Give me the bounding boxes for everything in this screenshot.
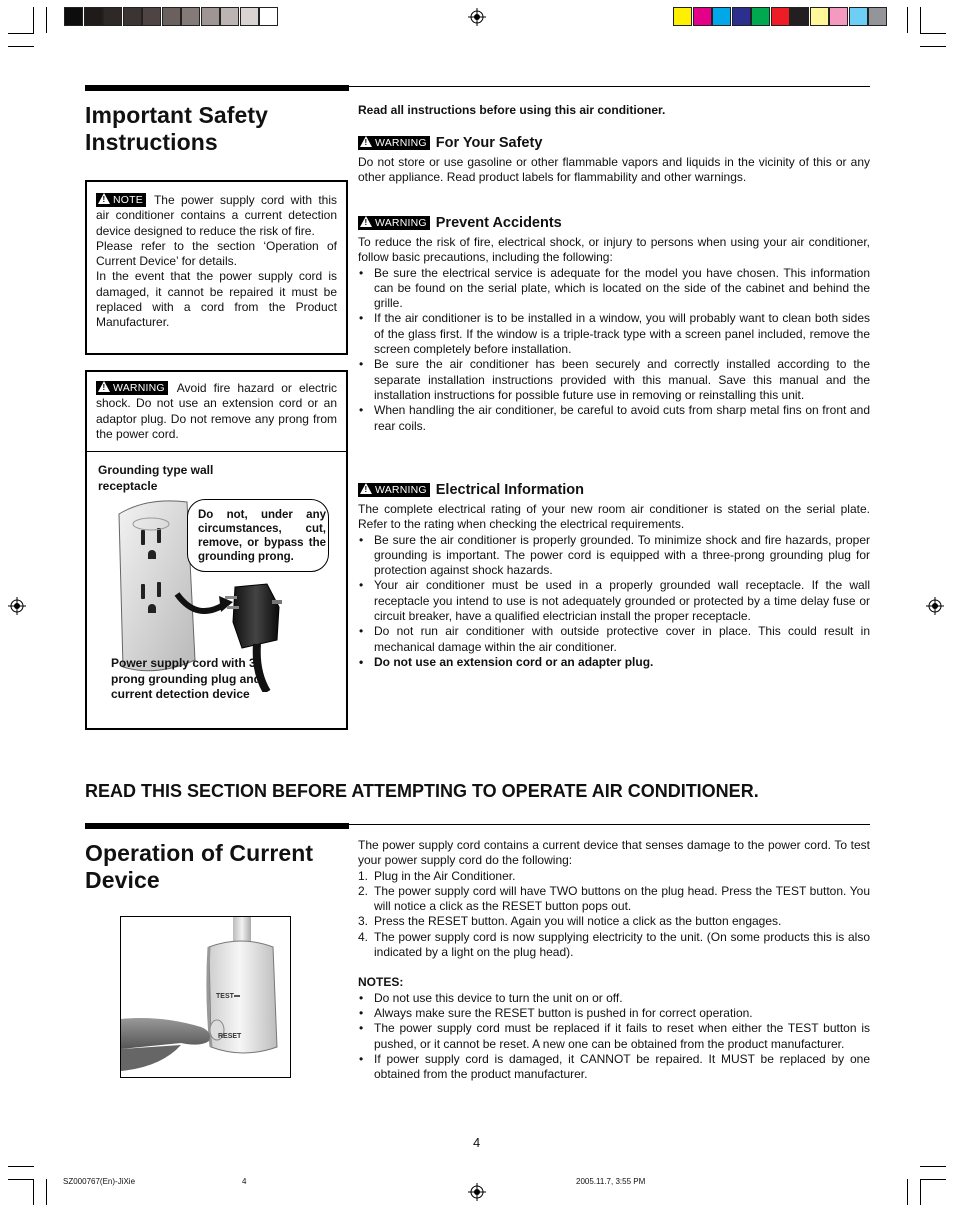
step-item: 3. Press the RESET button. Again you will notice a click as the button engages. bbox=[358, 914, 782, 929]
list-item: • Do not run air conditioner with outside protective cover in place. This could result in mechanical damage within the air conditioner. bbox=[358, 624, 870, 655]
color-swatch bbox=[712, 7, 731, 26]
color-swatch bbox=[103, 7, 122, 26]
page-title: Important Safety Instructions bbox=[85, 102, 269, 155]
color-swatch bbox=[259, 7, 278, 26]
section-rule bbox=[85, 823, 349, 829]
color-swatch bbox=[673, 7, 692, 26]
page-number: 4 bbox=[473, 1135, 481, 1150]
list-item: • Do not use an extension cord or an adapter plug. bbox=[358, 655, 870, 670]
list-item: • When handling the air conditioner, be careful to avoid cuts from sharp metal fins on front and rear coils. bbox=[358, 403, 870, 434]
cord-label: Power supply cord with 3-prong grounding plug and current detection device bbox=[111, 656, 261, 701]
color-swatch bbox=[123, 7, 142, 26]
slug-page: 4 bbox=[242, 1177, 247, 1186]
prevent-accidents-section bbox=[358, 214, 870, 434]
list-item: • Be sure the air conditioner has been securely and correctly installed according to the separate installation instructions provided with this manual. Save this manual and the installation instructions for possible future use in removing or reinstalling this unit. bbox=[358, 357, 870, 403]
color-swatch bbox=[64, 7, 83, 26]
body-text: The power supply cord contains a current device that senses damage to the power cord. To test your power supply cord do the following: bbox=[358, 838, 870, 868]
color-swatch bbox=[181, 7, 200, 26]
reset-button-label: RESET bbox=[218, 1033, 242, 1040]
warning-illustration-box bbox=[85, 370, 348, 730]
list-item: • Always make sure the RESET button is pushed in for correct operation. bbox=[358, 1006, 870, 1021]
list-item: • If power supply cord is damaged, it CANNOT be repaired. It MUST be replaced by one obtained from the product manufacturer. bbox=[358, 1052, 870, 1083]
color-swatch bbox=[771, 7, 790, 26]
color-swatch bbox=[751, 7, 770, 26]
registration-mark-icon bbox=[468, 8, 486, 26]
list-item: • Be sure the electrical service is adequate for the model you have chosen. This information can be found on the serial plate, which is located on the side of the cabinet and behind the grille. bbox=[358, 266, 870, 312]
color-swatch bbox=[693, 7, 712, 26]
section-heading: Prevent Accidents bbox=[435, 215, 562, 231]
color-swatch bbox=[84, 7, 103, 26]
warning-badge: ! WARNING bbox=[96, 381, 168, 395]
body-text: The complete electrical rating of your new room air conditioner is stated on the serial plate. Refer to the rating when checking the electrical requirements. bbox=[358, 502, 870, 532]
registration-mark-icon bbox=[926, 597, 944, 615]
list-item: • Be sure the air conditioner is properly grounded. To minimize shock and fire hazards, proper grounding is important. The power cord is equipped with a three-prong grounding plug for protection against shock hazards. bbox=[358, 533, 870, 579]
note-text-2: Please refer to the section ‘Operation of Current Device’ for details. bbox=[96, 238, 337, 269]
color-swatch bbox=[162, 7, 181, 26]
color-swatch bbox=[810, 7, 829, 26]
current-device-photo bbox=[120, 916, 291, 1078]
section-rule bbox=[349, 824, 870, 825]
color-swatch bbox=[790, 7, 809, 26]
electrical-information-section bbox=[358, 481, 870, 670]
warning-badge: ! WARNING bbox=[358, 136, 430, 150]
body-text: Do not store or use gasoline or other flammable vapors and liquids in the vicinity of this or any other appliance. Read product labels for flammability and other warnings. bbox=[358, 155, 870, 185]
notes-heading: NOTES: bbox=[358, 975, 404, 990]
operation-instructions bbox=[358, 838, 870, 1082]
operate-warning-banner: READ THIS SECTION BEFORE ATTEMPTING TO OPERATE AIR CONDITIONER. bbox=[85, 781, 759, 801]
registration-mark-icon bbox=[468, 1183, 486, 1201]
list-item: • If the air conditioner is to be installed in a window, you will probably want to clean both sides of the glass first. If the window is a triple-track type with a screen panel included, remove the screen completely before installation. bbox=[358, 311, 870, 357]
timestamp: 2005.11.7, 3:55 PM bbox=[576, 1177, 646, 1186]
note-text: The power supply cord with this air conditioner contains a current detection device designed to reduce the risk of fire. bbox=[96, 193, 337, 238]
color-swatch bbox=[240, 7, 259, 26]
list-item: • Do not use this device to turn the unit on or off. bbox=[358, 991, 870, 1006]
step-item: 2. The power supply cord will have TWO buttons on the plug head. Press the TEST button. You will notice a click as the RESET button pops out. bbox=[358, 883, 870, 914]
section-heading: For Your Safety bbox=[435, 135, 543, 151]
note-box bbox=[85, 180, 348, 355]
color-swatch bbox=[220, 7, 239, 26]
warning-badge: ! WARNING bbox=[358, 216, 430, 230]
read-all-instructions: Read all instructions before using this air conditioner. bbox=[358, 103, 666, 117]
note-badge: ! NOTE bbox=[96, 193, 146, 207]
color-swatch bbox=[142, 7, 161, 26]
color-swatch bbox=[849, 7, 868, 26]
note-text-3: In the event that the power supply cord is damaged, it cannot be repaired it must be replaced with a cord from the Product Manufacturer. bbox=[96, 269, 337, 330]
step-item: 1. Plug in the Air Conditioner. bbox=[358, 868, 516, 883]
color-swatch bbox=[829, 7, 848, 26]
grounding-callout: Do not, under any circumstances, cut, remove, or bypass the grounding prong. bbox=[187, 499, 329, 572]
color-swatch bbox=[201, 7, 220, 26]
body-text: To reduce the risk of fire, electrical shock, or injury to persons when using your air conditioner, follow basic precautions, including the following: bbox=[358, 235, 870, 265]
color-swatch bbox=[868, 7, 887, 26]
file-id: SZ000767(En)-JiXie bbox=[63, 1177, 136, 1186]
section-rule bbox=[349, 86, 870, 87]
list-item: • The power supply cord must be replaced if it fails to reset when either the TEST button is pushed, or it cannot be reset. A new one can be obtained from the product manufacturer. bbox=[358, 1021, 870, 1052]
grounding-label: Grounding type wall receptacle bbox=[98, 463, 214, 493]
section-rule bbox=[85, 85, 349, 91]
test-button-label: TEST bbox=[216, 993, 234, 1000]
step-item: 4. The power supply cord is now supplying electricity to the unit. (On some products this is also indicated by a light on the plug head). bbox=[358, 929, 870, 960]
section-title: Operation of Current Device bbox=[85, 840, 314, 893]
list-item: • Your air conditioner must be used in a properly grounded wall receptacle. If the wall receptacle you intend to use is not adequately grounded or protected by a time delay fuse or circuit breaker, have a qualified electrician install the proper receptacle. bbox=[358, 578, 870, 624]
fire-warning-text: Avoid fire hazard or electric shock. Do not use an extension cord or an adaptor plug. Do not remove any prong from the power cord. bbox=[96, 381, 337, 441]
warning-badge: ! WARNING bbox=[358, 483, 430, 497]
registration-mark-icon bbox=[8, 597, 26, 615]
section-heading: Electrical Information bbox=[435, 482, 585, 498]
for-your-safety-section bbox=[358, 134, 870, 186]
color-swatch bbox=[732, 7, 751, 26]
